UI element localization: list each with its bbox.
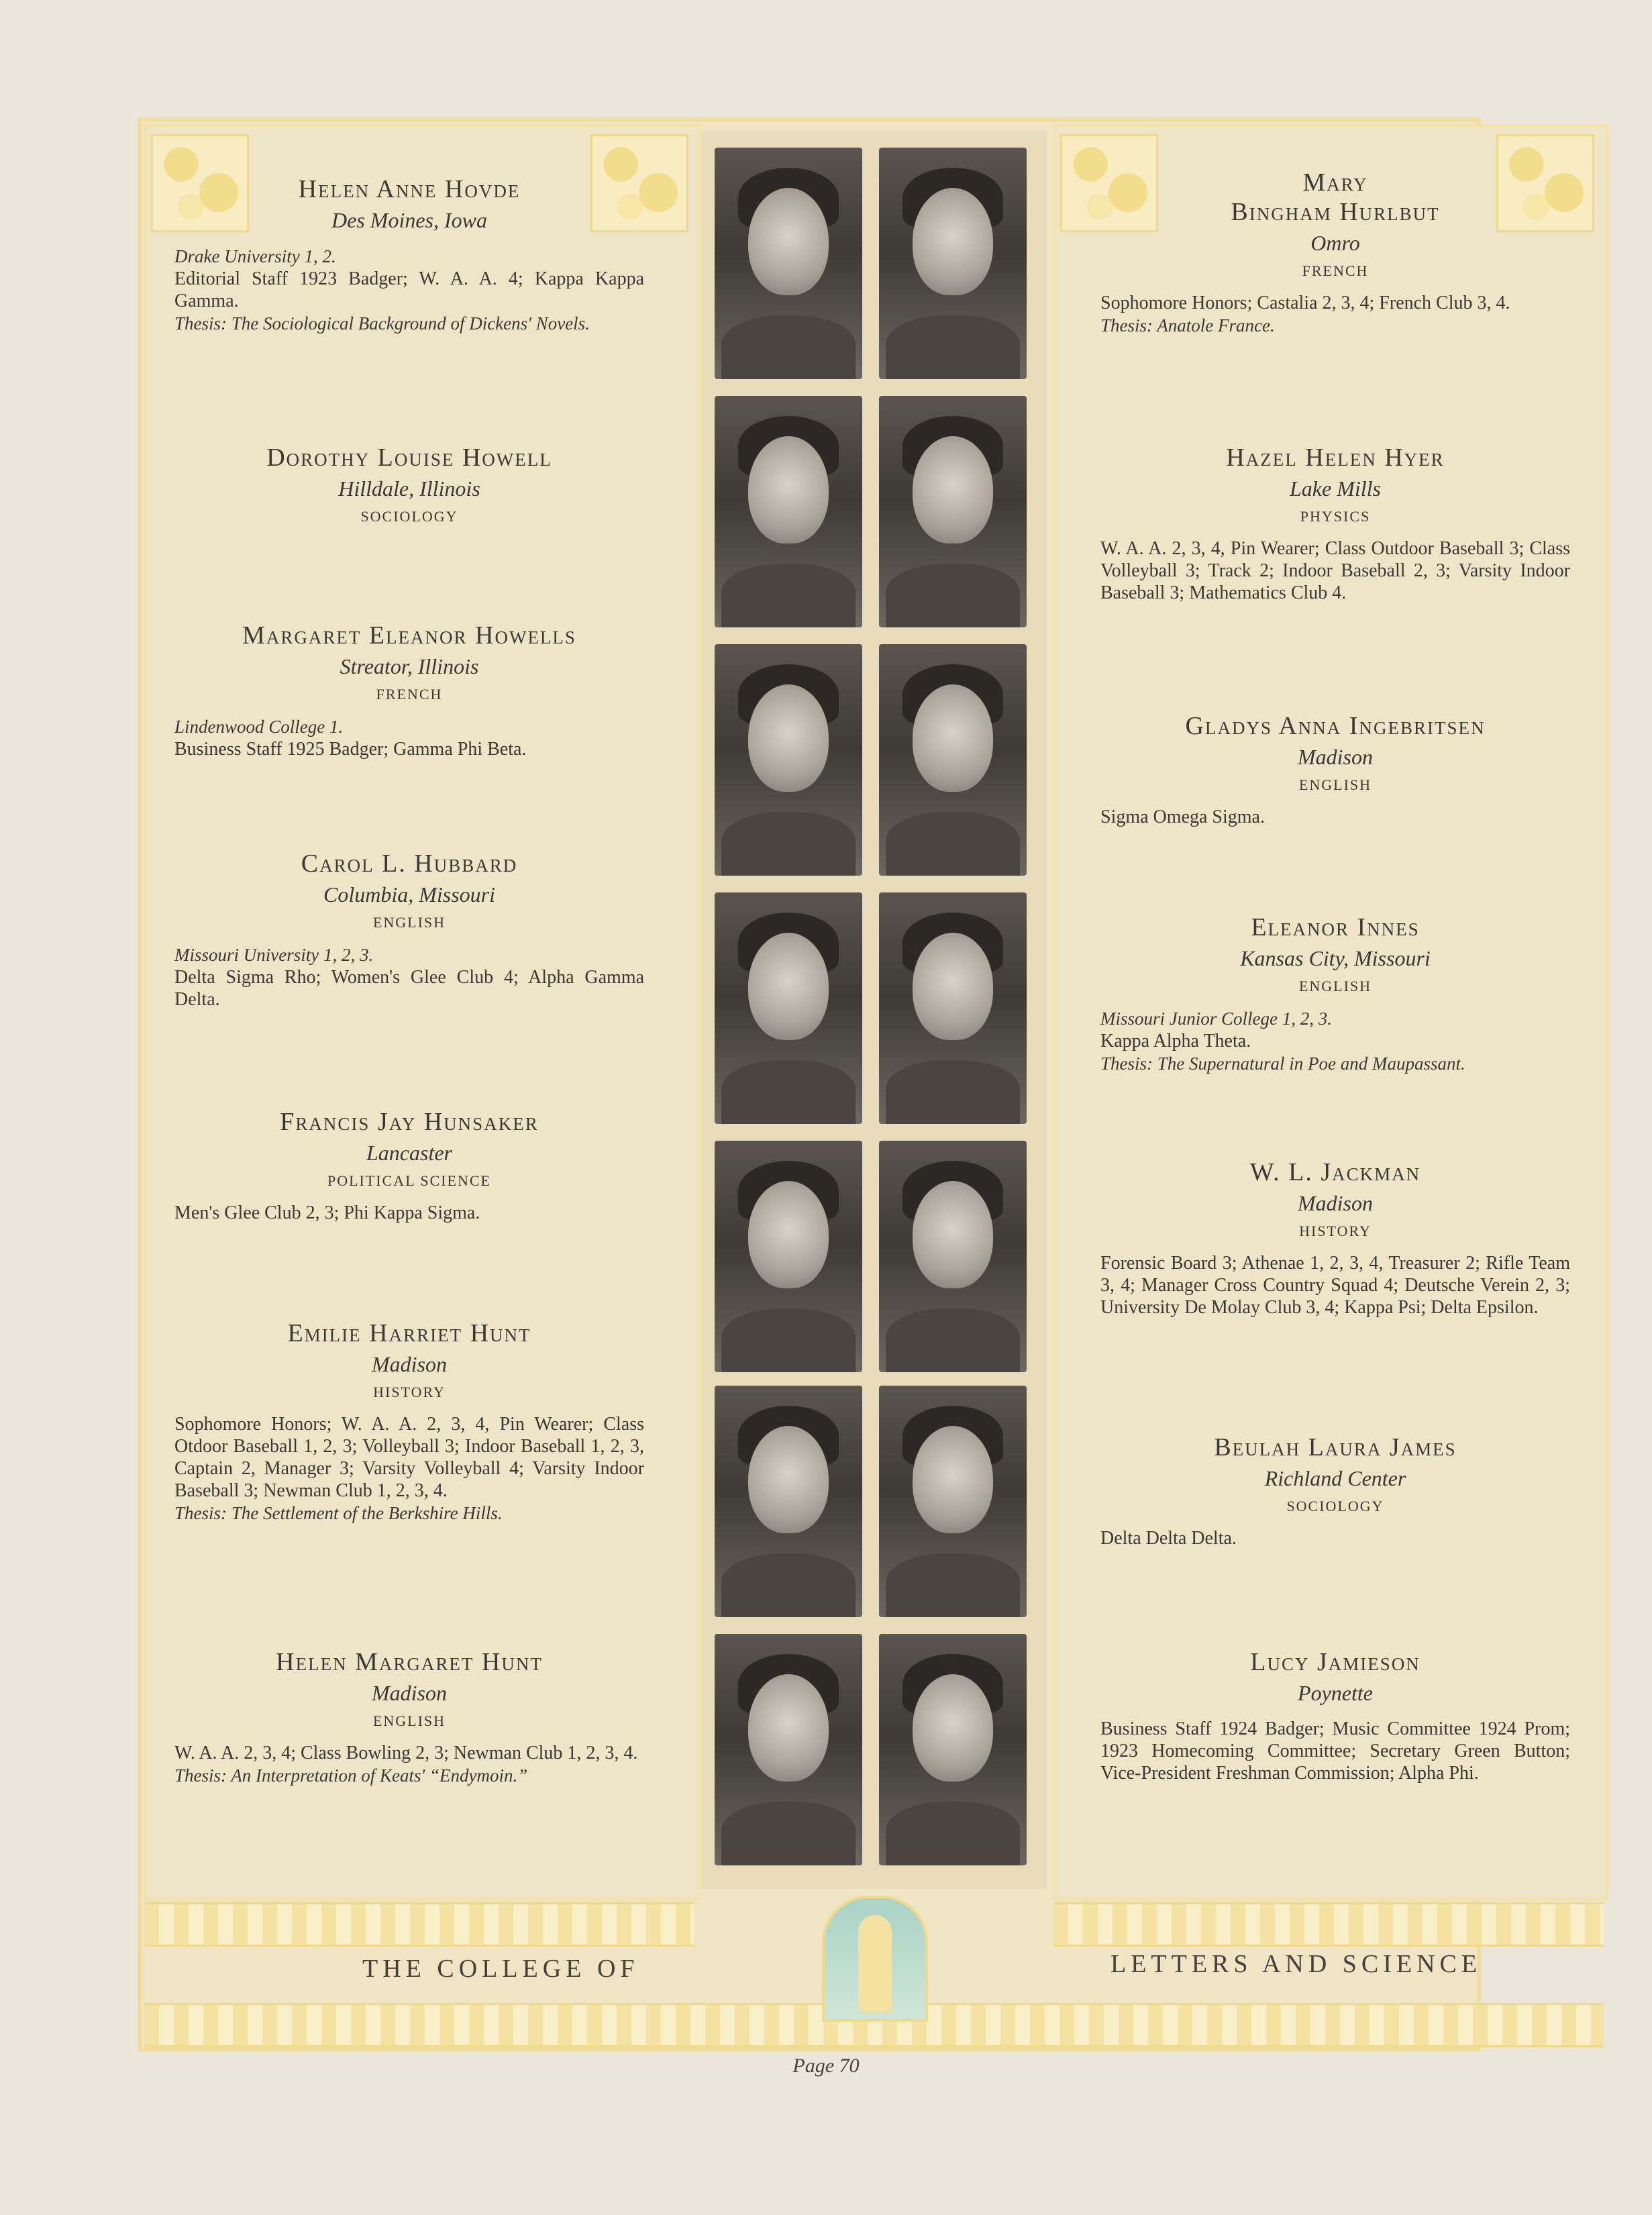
student-entry <box>174 849 644 1011</box>
student-activities: Business Staff 1925 Badger; Gamma Phi Beta. <box>174 739 527 760</box>
student-name-first: Mary <box>1302 168 1368 197</box>
portrait-photo <box>715 644 862 876</box>
student-name: Helen Margaret Hunt <box>276 1648 543 1676</box>
decorative-band <box>144 1902 694 1947</box>
student-entry <box>1100 711 1570 828</box>
student-activities: Sigma Omega Sigma. <box>1100 807 1265 827</box>
footer-title-left: THE COLLEGE OF <box>362 1955 639 1983</box>
student-major: ENGLISH <box>1298 776 1372 793</box>
student-entry <box>1100 1433 1570 1549</box>
student-entry <box>174 621 644 760</box>
student-activities: W. A. A. 2, 3, 4; Class Bowling 2, 3; Newman Club 1, 2, 3, 4. <box>174 1743 638 1763</box>
student-major: FRENCH <box>376 686 443 703</box>
footer-title-right: LETTERS AND SCIENCE <box>1111 1950 1482 1978</box>
student-prior-school: Lindenwood College 1. <box>174 717 344 737</box>
student-major: ENGLISH <box>372 1712 446 1729</box>
student-name: Lucy Jamieson <box>1250 1648 1421 1676</box>
student-major: PHYSICS <box>1300 508 1371 525</box>
student-activities: Kappa Alpha Theta. <box>1100 1031 1251 1051</box>
portrait-strip <box>701 131 1047 1889</box>
student-entry <box>174 174 644 335</box>
student-name: Bingham Hurlbut <box>1231 198 1440 226</box>
student-activities: W. A. A. 2, 3, 4, Pin Wearer; Class Outdoor Baseball 3; Class Volleyball 3; Track 2; Indoor Baseball 2, 3; Varsity Indoor Baseball 3; Mathematics Club 4. <box>1100 538 1570 603</box>
student-hometown: Madison <box>372 1352 447 1376</box>
portrait-photo <box>715 1386 862 1617</box>
student-name: W. L. Jackman <box>1249 1158 1421 1186</box>
student-major: HISTORY <box>1299 1223 1372 1239</box>
student-hometown: Hilldale, Illinois <box>338 476 480 501</box>
student-hometown: Madison <box>1298 745 1373 769</box>
student-thesis: Thesis: Anatole France. <box>1100 315 1275 336</box>
student-entry <box>1100 913 1570 1075</box>
student-major: ENGLISH <box>372 914 446 931</box>
student-major: ENGLISH <box>1298 978 1372 994</box>
student-name: Emilie Harriet Hunt <box>287 1319 531 1347</box>
allegorical-figure-emblem <box>822 1896 928 2022</box>
student-hometown: Des Moines, Iowa <box>331 208 487 232</box>
portrait-photo <box>879 644 1027 876</box>
student-activities: Sophomore Honors; W. A. A. 2, 3, 4, Pin Wearer; Class Otdoor Baseball 1, 2, 3; Volleyball 3; Indoor Baseball 1, 2, 3, Captain 2, Manager 3; Varsity Volleyball 4; Varsity Indoor Baseball 3; Newman Club 1, 2, 3, 4. <box>174 1414 644 1501</box>
student-name: Helen Anne Hovde <box>298 175 521 203</box>
portrait-photo <box>879 1386 1027 1617</box>
student-name: Margaret Eleanor Howells <box>242 621 576 650</box>
portrait-photo <box>879 148 1027 379</box>
student-activities: Forensic Board 3; Athenae 1, 2, 3, 4, Treasurer 2; Rifle Team 3, 4; Manager Cross Country Squad 4; Deutsche Verein 2, 3; University De Molay Club 3, 4; Kappa Psi; Delta Epsilon. <box>1100 1253 1570 1318</box>
portrait-photo <box>715 1634 862 1865</box>
student-major: POLITICAL SCIENCE <box>327 1172 491 1189</box>
student-name: Beulah Laura James <box>1214 1433 1457 1461</box>
student-entry <box>1100 168 1570 337</box>
page-number: Page 70 <box>792 2055 860 2077</box>
student-thesis: Thesis: The Settlement of the Berkshire Hills. <box>174 1503 503 1523</box>
student-entry <box>174 1107 644 1224</box>
student-entry <box>1100 1157 1570 1319</box>
student-activities: Sophomore Honors; Castalia 2, 3, 4; French Club 3, 4. <box>1100 293 1510 313</box>
student-name: Gladys Anna Ingebritsen <box>1185 712 1486 740</box>
student-hometown: Madison <box>372 1681 447 1705</box>
student-hometown: Poynette <box>1298 1681 1373 1705</box>
portrait-photo <box>715 892 862 1124</box>
student-entry <box>174 1319 644 1525</box>
portrait-photo <box>715 148 862 379</box>
student-activities: Business Staff 1924 Badger; Music Committee 1924 Prom; 1923 Homecoming Committee; Secretary Green Button; Vice-President Freshman Commission; Alpha Phi. <box>1100 1718 1570 1784</box>
student-name: Carol L. Hubbard <box>301 849 518 878</box>
portrait-photo <box>879 892 1027 1124</box>
portrait-photo <box>879 1141 1027 1372</box>
student-hometown: Madison <box>1298 1191 1373 1215</box>
student-name: Eleanor Innes <box>1251 913 1420 941</box>
student-entry <box>174 1647 644 1787</box>
student-activities: Men's Glee Club 2, 3; Phi Kappa Sigma. <box>174 1202 480 1223</box>
student-entry <box>1100 443 1570 604</box>
student-hometown: Kansas City, Missouri <box>1240 946 1431 970</box>
student-major: SOCIOLOGY <box>360 508 458 525</box>
portrait-photo <box>715 1141 862 1372</box>
student-hometown: Lake Mills <box>1290 476 1381 501</box>
student-major: FRENCH <box>1302 262 1369 279</box>
student-name: Francis Jay Hunsaker <box>280 1108 539 1136</box>
student-name: Hazel Helen Hyer <box>1226 444 1445 472</box>
student-prior-school: Drake University 1, 2. <box>174 246 336 266</box>
portrait-photo <box>879 1634 1027 1865</box>
student-hometown: Streator, Illinois <box>340 654 479 678</box>
student-major: SOCIOLOGY <box>1286 1498 1384 1514</box>
portrait-photo <box>879 396 1027 627</box>
student-hometown: Omro <box>1310 231 1360 255</box>
student-activities: Delta Sigma Rho; Women's Glee Club 4; Alpha Gamma Delta. <box>174 967 644 1010</box>
student-entry <box>1100 1647 1570 1784</box>
student-thesis: Thesis: The Sociological Background of Dickens' Novels. <box>174 313 590 333</box>
student-activities: Editorial Staff 1923 Badger; W. A. A. 4; Kappa Kappa Gamma. <box>174 268 644 311</box>
student-prior-school: Missouri University 1, 2, 3. <box>174 945 374 965</box>
portrait-photo <box>715 396 862 627</box>
student-hometown: Richland Center <box>1264 1466 1406 1490</box>
student-hometown: Lancaster <box>366 1141 452 1165</box>
student-entry <box>174 443 644 525</box>
student-major: HISTORY <box>373 1384 446 1400</box>
student-activities: Delta Delta Delta. <box>1100 1528 1237 1549</box>
left-column <box>144 124 700 1901</box>
student-name: Dorothy Louise Howell <box>266 444 552 472</box>
student-thesis: Thesis: The Supernatural in Poe and Maupassant. <box>1100 1053 1465 1074</box>
decorative-band <box>1053 1902 1604 1947</box>
student-thesis: Thesis: An Interpretation of Keats' “Endymoin.” <box>174 1765 528 1786</box>
student-hometown: Columbia, Missouri <box>323 882 496 907</box>
student-prior-school: Missouri Junior College 1, 2, 3. <box>1100 1009 1332 1029</box>
